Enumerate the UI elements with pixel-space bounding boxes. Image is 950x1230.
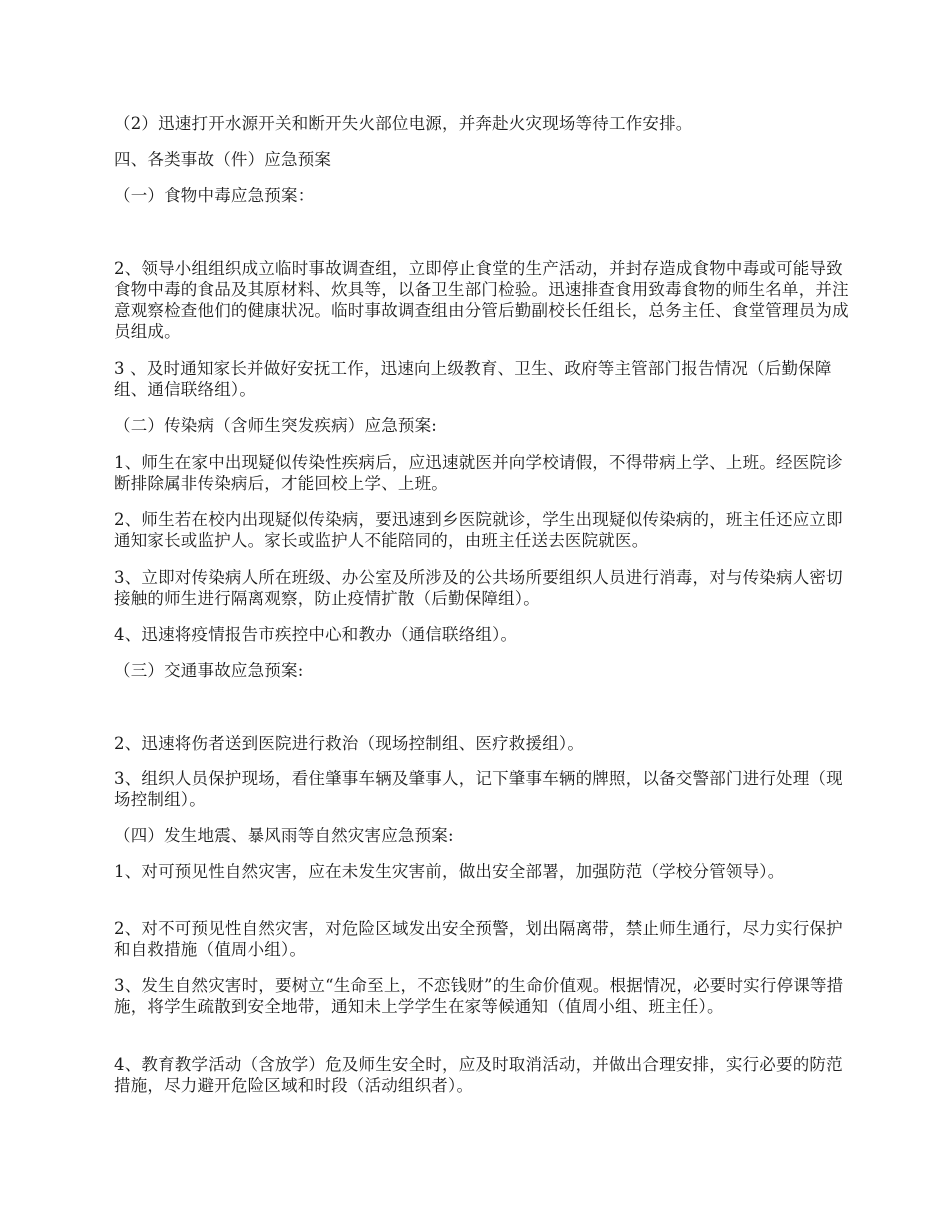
paragraph-disaster-2: 2、对不可预见性自然灾害，对危险区域发出安全预警，划出隔离带，禁止师生通行，尽力实行保护和自救措施（值周小组）。 [114,919,843,959]
subsection-heading-traffic-accident: （三）交通事故应急预案: [114,661,304,680]
paragraph-infectious-1: 1、师生在家中出现疑似传染性疾病后，应迅速就医并向学校请假，不得带病上学、上班。经医院诊断排除属非传染病后，才能回校上学、上班。 [114,453,843,493]
paragraph-food-poisoning-2: 2、领导小组组织成立临时事故调查组，立即停止食堂的生产活动，并封存造成食物中毒或可能导致食物中毒的食品及其原材料、炊具等，以备卫生部门检验。迅速排查食用致毒食物的师生名单，并注意观察检查他们的健康状况。临时事故调查组由分管后勤副校长任组长，总务主任、食堂管理员为成员组成。 [114,259,849,341]
paragraph-food-poisoning-3: 3 、及时通知家长并做好安抚工作，迅速向上级教育、卫生、政府等主管部门报告情况（后勤保障组、通信联络组）。 [114,359,832,399]
subsection-heading-infectious-disease: （二）传染病（含师生突发疾病）应急预案: [114,416,438,435]
section-heading-emergency-plans: 四、各类事故（件）应急预案 [114,150,332,169]
subsection-heading-natural-disaster: （四）发生地震、暴风雨等自然灾害应急预案: [114,826,454,845]
paragraph-infectious-2: 2、师生若在校内出现疑似传染病，要迅速到乡医院就诊，学生出现疑似传染病的，班主任还应立即通知家长或监护人。家长或监护人不能陪同的，由班主任送去医院就医。 [114,510,843,550]
paragraph-disaster-3: 3、发生自然灾害时，要树立“生命至上，不恋钱财”的生命价值观。根据情况，必要时实行停课等措施，将学生疏散到安全地带，通知未上学学生在家等候通知（值周小组、班主任）。 [114,976,844,1016]
paragraph-infectious-3: 3、立即对传染病人所在班级、办公室及所涉及的公共场所要组织人员进行消毒，对与传染病人密切接触的师生进行隔离观察，防止疫情扩散（后勤保障组）。 [114,568,843,608]
paragraph-disaster-4: 4、教育教学活动（含放学）危及师生安全时，应及时取消活动，并做出合理安排，实行必要的防范措施，尽力避开危险区域和时段（活动组织者）。 [114,1055,843,1095]
paragraph-infectious-4: 4、迅速将疫情报告市疾控中心和教办（通信联络组）。 [114,625,518,644]
paragraph-traffic-3: 3、组织人员保护现场，看住肇事车辆及肇事人，记下肇事车辆的牌照，以备交警部门进行处理（现场控制组）。 [114,769,843,809]
paragraph-traffic-2: 2、迅速将伤者送到医院进行救治（现场控制组、医疗救援组）。 [114,734,585,753]
paragraph-disaster-1: 1、对可预见性自然灾害，应在未发生灾害前，做出安全部署，加强防范（学校分管领导）。 [114,862,785,881]
paragraph-fire-step-2: （2）迅速打开水源开关和断开失火部位电源，并奔赴火灾现场等待工作安排。 [114,114,693,133]
subsection-heading-food-poisoning: （一）食物中毒应急预案： [114,186,315,205]
